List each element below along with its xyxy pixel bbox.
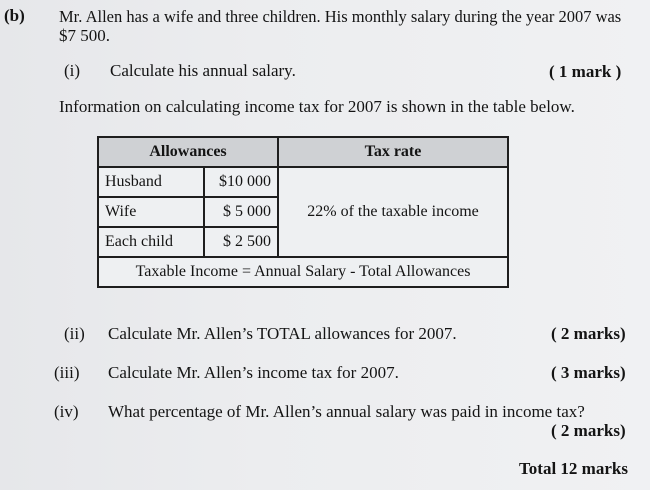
question-iv-marks: ( 2 marks): [551, 421, 626, 440]
taxable-income-formula: Taxable Income = Annual Salary - Total Allowances: [98, 257, 508, 287]
question-iii-number: (iii): [54, 363, 80, 382]
part-intro-line2: $7 500.: [59, 26, 110, 45]
allowances-header: Allowances: [98, 137, 278, 167]
allowance-amount: $ 5 000: [204, 197, 278, 227]
question-iii-marks: ( 3 marks): [551, 363, 626, 382]
question-i-marks: ( 1 mark ): [549, 62, 622, 81]
table-row: [98, 167, 508, 197]
question-ii-text: Calculate Mr. Allen’s TOTAL allowances for 2007.: [108, 324, 457, 343]
allowance-name: Husband: [98, 167, 204, 197]
info-text: Information on calculating income tax for 2007 is shown in the table below.: [59, 97, 575, 116]
allowance-amount: $10 000: [204, 167, 278, 197]
question-iii-text: Calculate Mr. Allen’s income tax for 2007.: [108, 363, 399, 382]
allowance-name: Each child: [98, 227, 204, 257]
question-iv-number: (iv): [54, 402, 79, 421]
tax-rate-header: Tax rate: [278, 137, 508, 167]
table-header-row: [98, 137, 508, 167]
question-ii-number: (ii): [64, 324, 85, 343]
tax-rate-value: 22% of the taxable income: [278, 167, 508, 257]
question-iv-text: What percentage of Mr. Allen’s annual salary was paid in income tax?: [108, 402, 585, 421]
question-ii-marks: ( 2 marks): [551, 324, 626, 343]
tax-table: [97, 136, 509, 288]
question-i-number: (i): [64, 61, 81, 80]
allowance-name: Wife: [98, 197, 204, 227]
total-marks: Total 12 marks: [519, 459, 628, 478]
part-label: (b): [4, 6, 25, 25]
table-footer-row: [98, 257, 508, 287]
part-intro-line1: Mr. Allen has a wife and three children. His monthly salary during the year 2007 was: [59, 7, 622, 26]
allowance-amount: $ 2 500: [204, 227, 278, 257]
question-i-text: Calculate his annual salary.: [110, 61, 296, 80]
